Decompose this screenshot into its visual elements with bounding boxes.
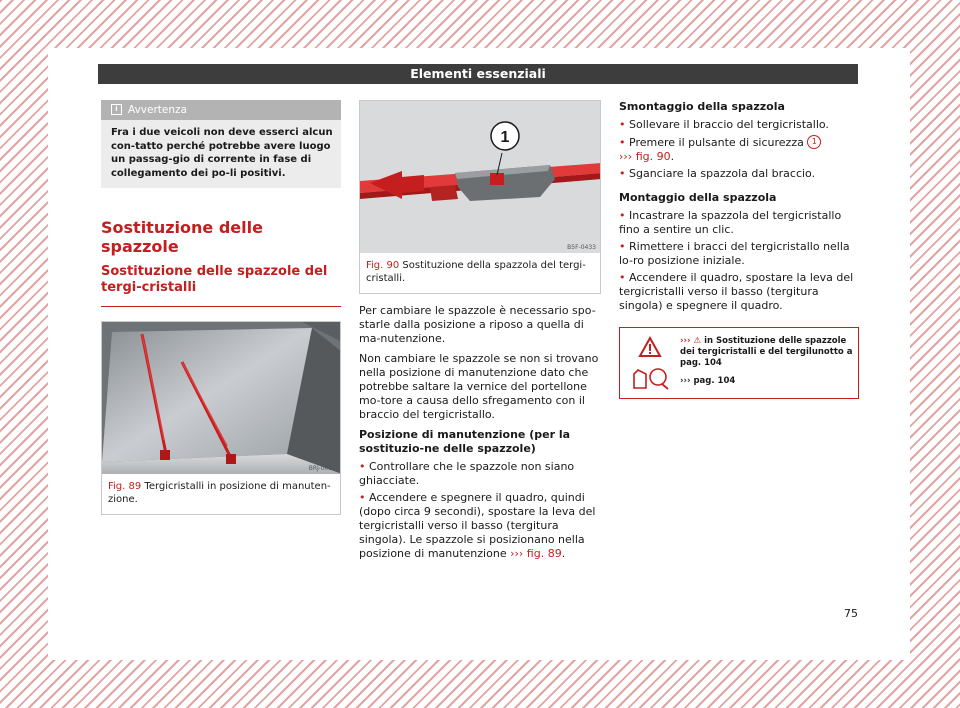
- warning-header: [101, 100, 341, 120]
- windshield-wipers-illustration: [102, 322, 340, 474]
- bullet-dot: •: [619, 167, 626, 180]
- warning-label: Avvertenza: [128, 104, 187, 116]
- bullet-dot: •: [619, 118, 626, 131]
- reference-arrow: ›››: [680, 336, 691, 346]
- reference-box: [619, 327, 859, 399]
- figure-89-caption: [102, 474, 340, 514]
- figure-89-code: BRJ-0033: [308, 465, 336, 472]
- figure-89: [101, 321, 341, 515]
- callout-1: 1: [807, 135, 821, 149]
- reference-warning-link[interactable]: in Sostituzione delle spazzole dei tergicristalli e del tergilunotto a pag. 104: [680, 336, 853, 368]
- figure-90-callout: 1: [500, 129, 510, 146]
- section-subtitle: Sostituzione delle spazzole del tergi-cristalli: [101, 264, 341, 307]
- bullet-text: Rimettere i bracci del tergicristallo nella lo-ro posizione iniziale.: [619, 240, 850, 267]
- paragraph-1: Per cambiare le spazzole è necessario spo-starle dalla posizione a riposo a quella di ma-nutenzione.: [359, 304, 596, 345]
- bullet-insert: [619, 209, 859, 237]
- bullet-dot: •: [619, 136, 626, 149]
- bullet-end: .: [670, 150, 675, 163]
- maintenance-heading: Posizione di manutenzione (per la sostituzio-ne delle spazzole): [359, 428, 571, 455]
- figure-90-code: B5F-0433: [567, 244, 596, 251]
- bullet-end: .: [561, 547, 566, 560]
- paragraph-2: Non cambiare le spazzole se non si trovano nella posizione di manutenzione dato che potrebbe saltare la vernice del portellone mo-tore a causa dello sfregamento con il braccio del tergicristallo.: [359, 352, 599, 421]
- figure-90: [359, 100, 601, 294]
- mounting-heading: Montaggio della spazzola: [619, 191, 777, 204]
- figure-89-caption-text: Tergicristalli in posizione di manuten-zione.: [108, 481, 331, 505]
- figure-89-image: [102, 322, 340, 474]
- bullet-ignition: [359, 491, 601, 561]
- page-header: Elementi essenziali: [98, 64, 858, 84]
- bullet-text: Sganciare la spazzola dal braccio.: [629, 167, 816, 180]
- bullet-dot: •: [619, 271, 626, 284]
- section-title: Sostituzione delle spazzole: [101, 218, 263, 256]
- column-right: [619, 100, 859, 399]
- bullet-dot: •: [359, 491, 366, 504]
- bullet-dot: •: [619, 240, 626, 253]
- fig-90-link[interactable]: ››› fig. 90: [619, 150, 671, 163]
- figure-89-number: Fig. 89: [108, 481, 142, 492]
- removal-heading: Smontaggio della spazzola: [619, 100, 785, 113]
- bullet-text: Accendere il quadro, spostare la leva del tergicristalli verso il basso (tergitura singola) e spegnere il quadro.: [619, 271, 854, 312]
- bullet-dot: •: [359, 460, 366, 473]
- bullet-switch-off: [619, 271, 859, 313]
- info-icon: i: [111, 104, 122, 115]
- column-left: [101, 100, 341, 515]
- warning-text: Fra i due veicoli non deve esserci alcun con-tatto perché potrebbe avere luogo un passag-gio di corrente in fase di collegamento dei po-li positivi.: [111, 127, 333, 179]
- bullet-lift-arm: [619, 118, 859, 132]
- figure-90-number: Fig. 90: [366, 260, 400, 271]
- small-warning-icon: ⚠: [693, 336, 702, 346]
- bullet-text: Premere il pulsante di sicurezza: [629, 136, 804, 149]
- fig-89-link[interactable]: ››› fig. 89: [510, 547, 562, 560]
- figure-90-caption: [360, 253, 600, 293]
- bullet-dot: •: [619, 209, 626, 222]
- figure-90-caption-text: Sostituzione della spazzola del tergi-cristalli.: [366, 260, 586, 284]
- bullet-text: Incastrare la spazzola del tergicristallo fino a sentire un clic.: [619, 209, 842, 236]
- bullet-text: Accendere e spegnere il quadro, quindi (dopo circa 9 secondi), spostare la leva del tergicristalli verso il basso (tergitura singola). Le spazzole si posizionano nella posizione di manutenzione: [359, 491, 596, 560]
- bullet-check-ice: [359, 460, 601, 488]
- column-middle: [359, 100, 601, 564]
- reference-warning: [680, 336, 858, 369]
- manual-page: [48, 48, 910, 660]
- bullet-unhook: [619, 167, 859, 181]
- page-number: 75: [844, 607, 858, 620]
- bullet-press-button: [619, 135, 859, 164]
- environment-note-icon: [632, 366, 670, 390]
- middle-text: [359, 304, 601, 561]
- bullet-text: Sollevare il braccio del tergicristallo.: [629, 118, 829, 131]
- bullet-reposition: [619, 240, 859, 268]
- warning-triangle-icon: [638, 336, 662, 358]
- figure-90-image: [360, 101, 600, 253]
- warning-box: [101, 100, 341, 188]
- wiper-blade-illustration: [360, 101, 600, 253]
- reference-page[interactable]: ››› pag. 104: [680, 376, 736, 386]
- bullet-text: Controllare che le spazzole non siano ghiacciate.: [359, 460, 575, 487]
